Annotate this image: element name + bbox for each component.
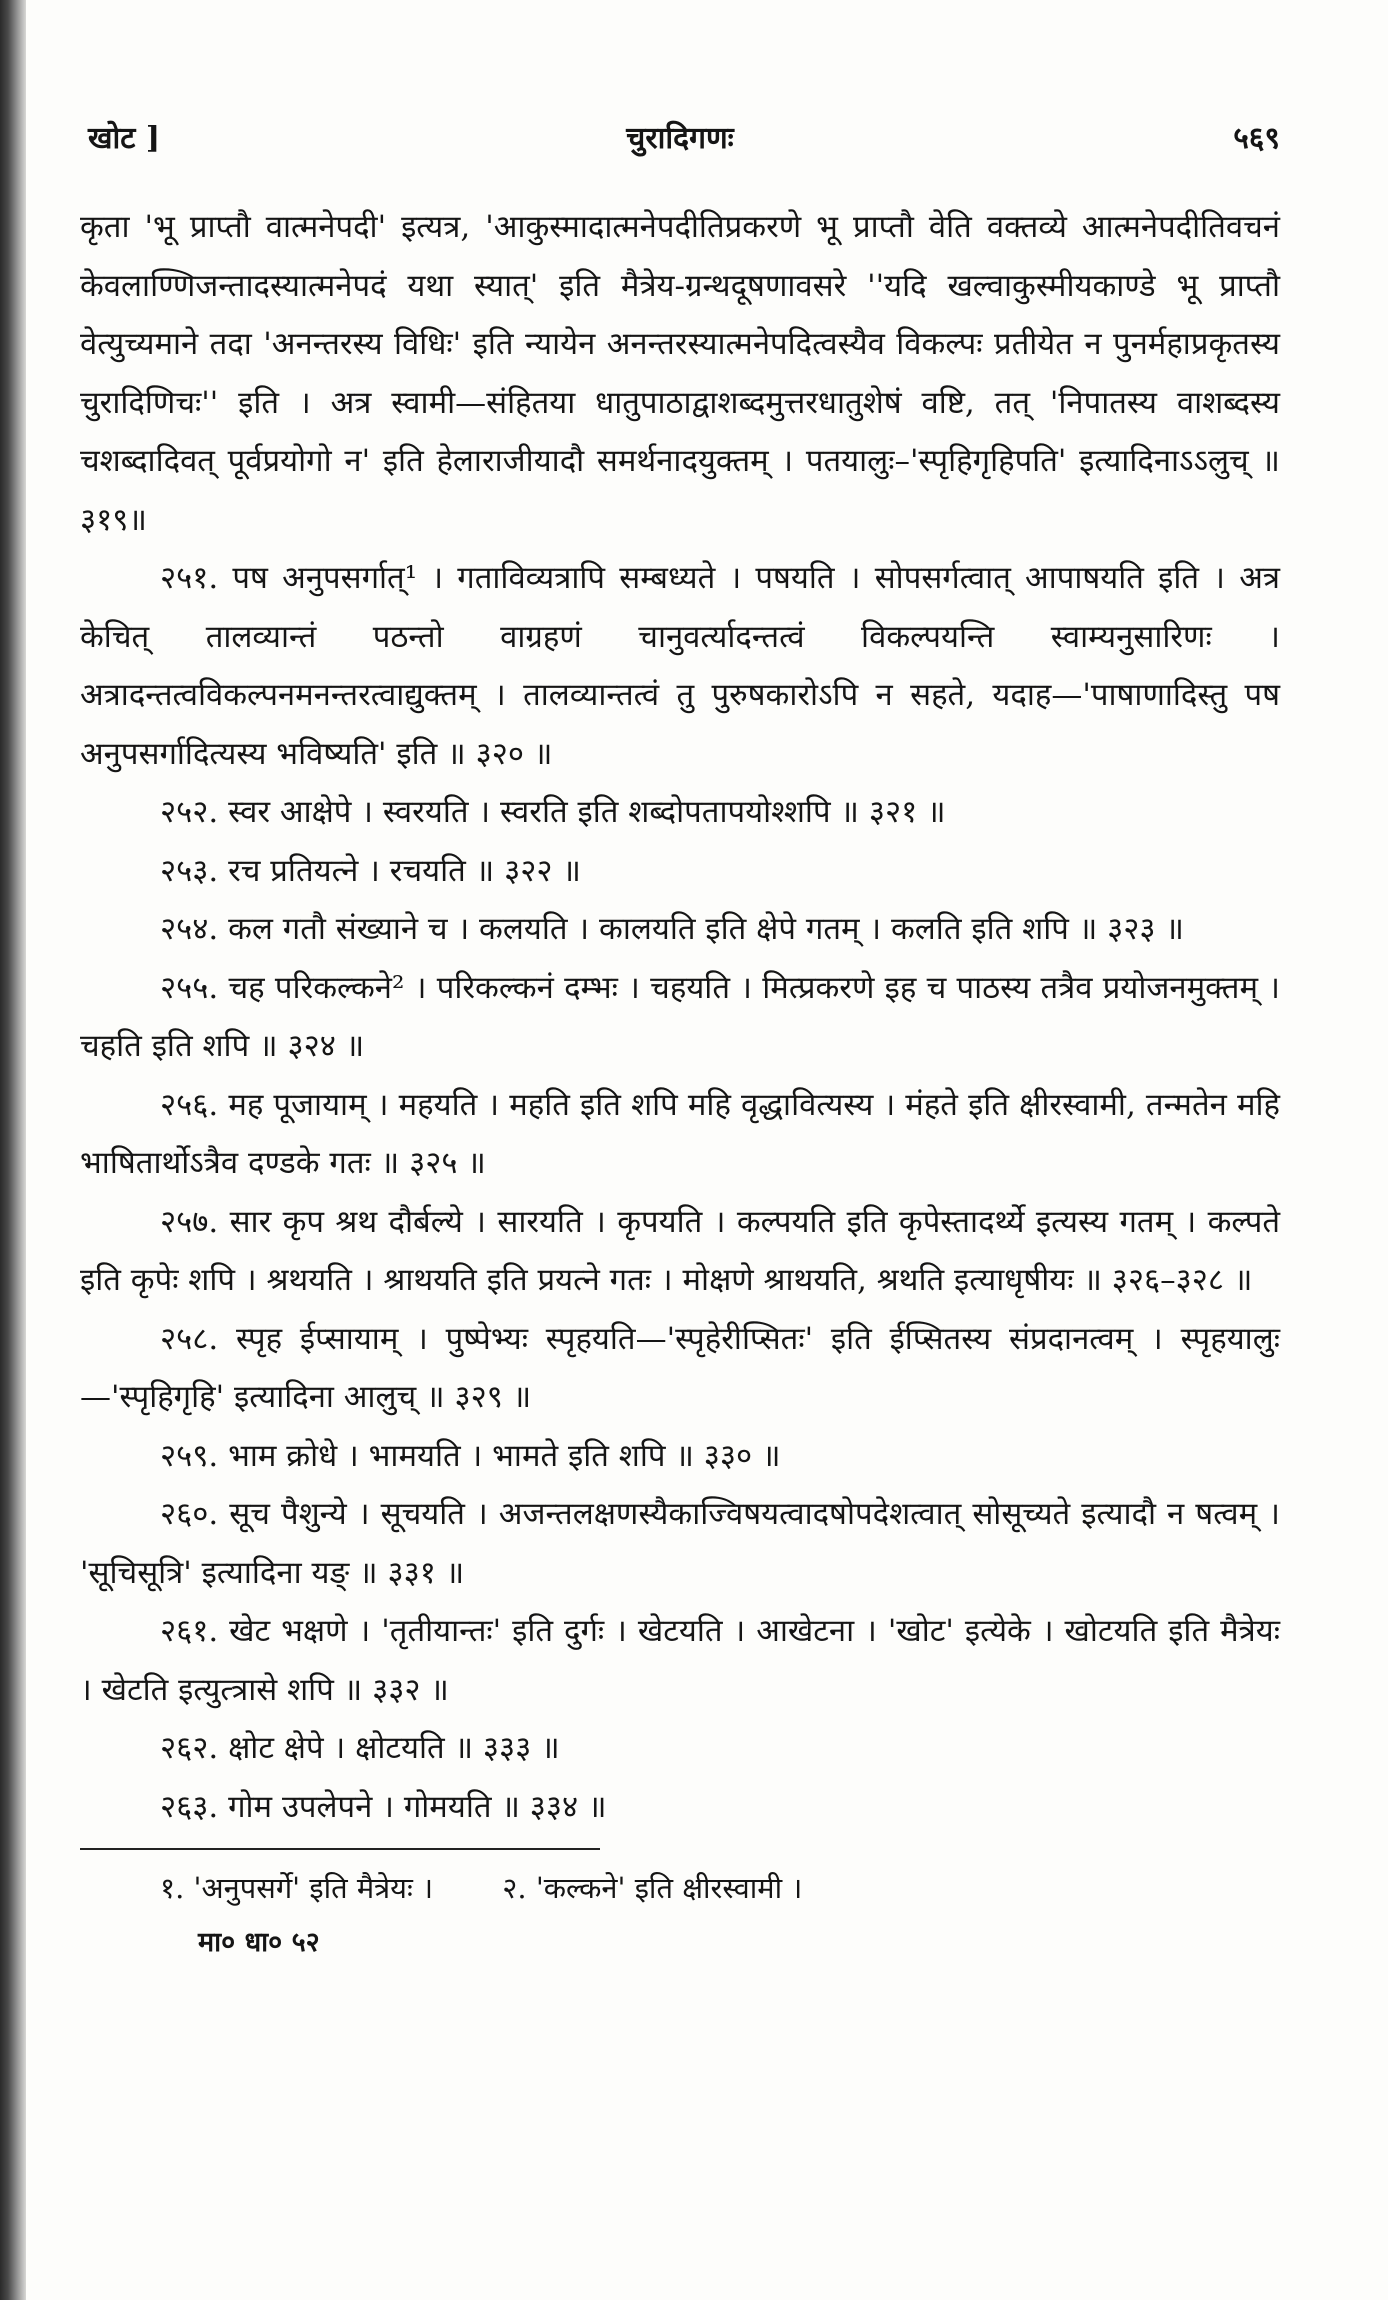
signature-mark: मा० धा० ५२ [198, 1927, 320, 1958]
paragraph: २६१. खेट भक्षणे । 'तृतीयान्तः' इति दुर्गः । खेटयति । आखेटना । 'खोट' इत्येके । खोटयति इति मैत्रेयः । खेटति इत्युत्त्रासे शपि ॥ ३३२ ॥ [80, 1613, 1280, 1708]
paragraph: २५६. मह पूजायाम् । महयति । महति इति शपि महि वृद्धावित्यस्य । मंहते इति क्षीरस्वामी, तन्मतेन महि भाषितार्थोऽत्रैव दण्डके गतः ॥ ३२५ ॥ [80, 1086, 1280, 1181]
paragraph: २५५. चह परिकल्कने² । परिकल्कनं दम्भः । चहयति । मित्प्रकरणे इह च पाठस्य तत्रैव प्रयोजनमुक्तम् । चहति इति शपि ॥ ३२४ ॥ [80, 969, 1280, 1064]
paragraph: २५७. सार कृप श्रथ दौर्बल्ये । सारयति । कृपयति । कल्पयति इति कृपेस्तादर्थ्ये इत्यस्य गतम् । कल्पते इति कृपेः शपि । श्रथयति । श्राथयति इति प्रयत्ने गतः । मोक्षणे श्राथयति, श्रथति इत्याधृषीयः ॥ ३२६–३२८ ॥ [80, 1203, 1280, 1298]
footnotes [80, 1860, 1280, 1916]
paragraph: २६०. सूच पैशुन्ये । सूचयति । अजन्तलक्षणस्यैकाज्विषयत्वादषोपदेशत्वात् सोसूच्यते इत्यादौ न षत्वम् । 'सूचिसूत्रि' इत्यादिना यङ् ॥ ३३१ ॥ [80, 1496, 1280, 1591]
body-text [80, 198, 1280, 1836]
paragraph: २५३. रच प्रतियत्ने । रचयति ॥ ३२२ ॥ [160, 852, 581, 889]
paragraph: २५२. स्वर आक्षेपे । स्वरयति । स्वरति इति शब्दोपतापयोश्शपि ॥ ३२१ ॥ [160, 794, 946, 830]
footnote-divider [80, 1848, 600, 1850]
running-head-left: खोट ] [88, 121, 161, 156]
book-binding-edge [0, 0, 26, 2300]
book-page [80, 112, 1280, 1959]
page-header [80, 112, 1280, 172]
paragraph: कृता 'भू प्राप्तौ वात्मनेपदी' इत्यत्र, 'आकुस्मादात्मनेपदीतिप्रकरणे भू प्राप्तौ वेति वक्तव्ये आत्मनेपदीतिवचनं केवलाण्णिजन्तादस्यात्मनेपदं यथा स्यात्' इति मैत्रेय-ग्रन्थदूषणावसरे ''यदि खल्वाकुस्मीयकाण्डे भू प्राप्तौ वेत्युच्यमाने तदा 'अनन्तरस्य विधिः' इति न्यायेन अनन्तरस्यात्मनेपदित्वस्यैव विकल्पः प्रतीयेत न पुनर्महाप्रकृतस्य चुरादिणिचः'' इति । अत्र स्वामी—संहितया धातुपाठाद्वाशब्दमुत्तरधातुशेषं वष्टि, तत् 'निपातस्य वाशब्दस्य चशब्दादिवत् पूर्वप्रयोगो न' इति हेलाराजीयादौ समर्थनादयुक्तम् । पतयालुः–'स्पृहिगृहिपति' इत्यादिनाऽऽलुच् ॥३१९॥ [80, 209, 1280, 538]
page-number: ५६९ [1233, 121, 1280, 156]
paragraph: २५९. भाम क्रोधे । भामयति । भामते इति शपि ॥ ३३० ॥ [160, 1437, 781, 1474]
paragraph: २५४. कल गतौ संख्याने च । कलयति । कालयति इति क्षेपे गतम् । कलति इति शपि ॥ ३२३ ॥ [160, 911, 1184, 947]
footnote-1: १. 'अनुपसर्गे' इति मैत्रेयः । [160, 1871, 434, 1905]
footnote-2: २. 'कल्कने' इति क्षीरस्वामी । [502, 1871, 803, 1905]
paragraph: २५८. स्पृह ईप्सायाम् । पुष्पेभ्यः स्पृहयति—'स्पृहेरीप्सितः' इति ईप्सितस्य संप्रदानत्वम् । स्पृहयालुः—'स्पृहिगृहि' इत्यादिना आलुच् ॥ ३२९ ॥ [80, 1320, 1280, 1415]
paragraph: २५१. पष अनुपसर्गात्¹ । गताविव्यत्रापि सम्बध्यते । पषयति । सोपसर्गत्वात् आपाषयति इति । अत्र केचित् तालव्यान्तं पठन्तो वाग्रहणं चानुवर्त्यादन्तत्वं विकल्पयन्ति स्वाम्यनुसारिणः । अत्रादन्तत्वविकल्पनमनन्तरत्वाद्युक्तम् । तालव्यान्तत्वं तु पुरुषकारोऽपि न सहते, यदाह—'पाषाणादिस्तु पष अनुपसर्गादित्यस्य भविष्यति' इति ॥ ३२० ॥ [80, 560, 1280, 772]
paragraph: २६२. क्षोट क्षेपे । क्षोटयति ॥ ३३३ ॥ [160, 1730, 560, 1766]
paragraph: २६३. गोम उपलेपने । गोमयति ॥ ३३४ ॥ [160, 1788, 607, 1825]
running-head-title: चुरादिगणः [626, 121, 734, 156]
